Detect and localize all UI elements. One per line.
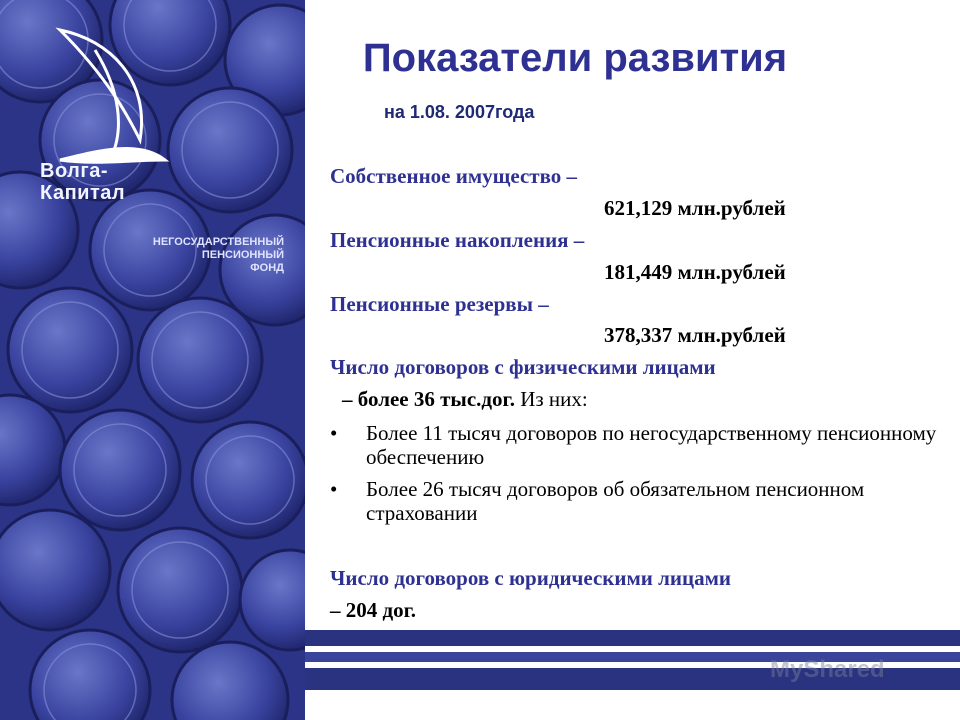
legal-heading: Число договоров с юридическими лицами bbox=[330, 566, 732, 590]
legal-count: – 204 дог. bbox=[330, 598, 417, 622]
individuals-count bbox=[342, 387, 588, 412]
footer-white-band bbox=[305, 696, 960, 720]
individuals-count-rest: Из них: bbox=[514, 387, 588, 411]
individuals-heading: Число договоров с физическими лицами bbox=[330, 355, 716, 379]
coins-illustration bbox=[0, 0, 305, 720]
individuals-count-bold: – более 36 тыс.дог. bbox=[342, 387, 515, 411]
fund-line-1: НЕГОСУДАРСТВЕННЫЙ bbox=[152, 236, 284, 248]
bullet-icon: • bbox=[330, 421, 338, 445]
metric-label-reserves: Пенсионные резервы – bbox=[330, 292, 549, 316]
metric-label-savings: Пенсионные накопления – bbox=[330, 228, 585, 252]
bullet-icon: • bbox=[330, 477, 338, 501]
bullet-item-ops: Более 26 тысяч договоров об обязательном пенсионном страховании bbox=[366, 477, 865, 525]
fund-line-2: ПЕНСИОННЫЙ bbox=[201, 249, 284, 261]
fund-caption bbox=[124, 236, 284, 275]
metric-value-savings: 181,449 млн.рублей bbox=[604, 260, 786, 284]
date-subtitle: на 1.08. 2007года bbox=[384, 102, 535, 122]
watermark-text: MyShared bbox=[770, 656, 885, 683]
logo-wordmark bbox=[40, 160, 125, 204]
logo-line-1: Волга- bbox=[40, 160, 108, 182]
fund-line-3: ФОНД bbox=[250, 262, 284, 274]
metric-value-property: 621,129 млн.рублей bbox=[604, 196, 786, 220]
metric-value-reserves: 378,337 млн.рублей bbox=[604, 323, 786, 347]
metric-label-property: Собственное имущество – bbox=[330, 164, 578, 188]
bullet-item-npo: Более 11 тысяч договоров по негосударственному пенсионному обеспечению bbox=[366, 421, 937, 469]
coins-background-panel bbox=[0, 0, 305, 720]
logo-line-2: Капитал bbox=[40, 182, 126, 204]
page-title: Показатели развития bbox=[362, 36, 788, 80]
footer-stripe-1 bbox=[305, 630, 960, 646]
